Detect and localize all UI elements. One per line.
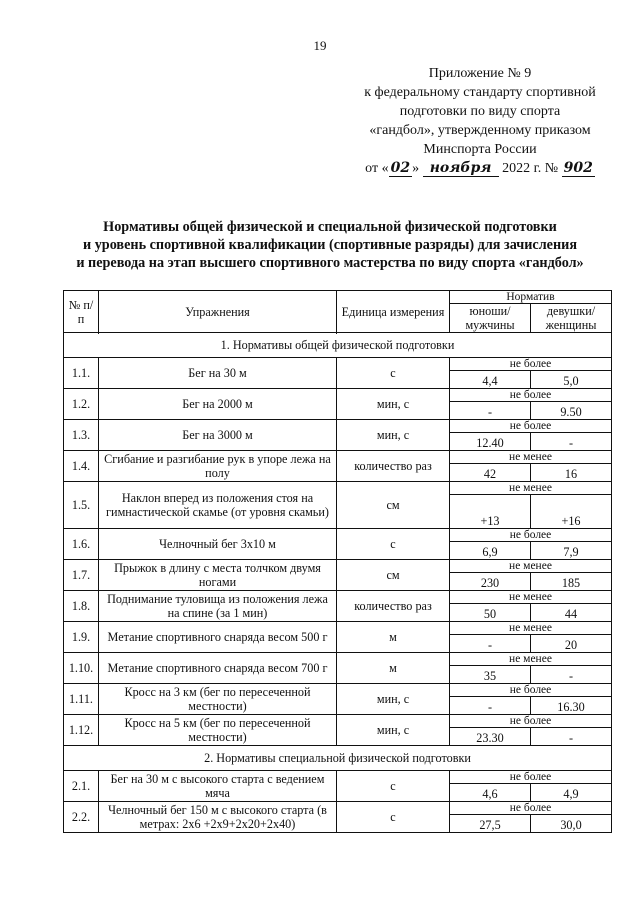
header-num: № п/п [64,291,99,333]
table-row [64,482,612,495]
exercise-name: Метание спортивного снаряда весом 700 г [99,653,337,684]
date-prefix: от « [365,161,389,176]
norm-condition: не менее [450,451,612,464]
value-girls: - [531,433,612,451]
table-body [64,333,612,833]
norm-condition: не более [450,715,612,728]
value-boys: 4,4 [450,371,531,389]
exercise-name: Наклон вперед из положения стоя на гимнастической скамье (от уровня скамьи) [99,482,337,529]
exercise-name: Кросс на 5 км (бег по пересеченной местности) [99,715,337,746]
value-boys: 50 [450,604,531,622]
standards-table [63,290,612,833]
row-number: 2.2. [64,802,99,833]
exercise-name: Кросс на 3 км (бег по пересеченной местности) [99,684,337,715]
exercise-name: Бег на 30 м с высокого старта с ведением мяча [99,771,337,802]
section-title: 2. Нормативы специальной физической подготовки [64,746,612,771]
exercise-name: Бег на 3000 м [99,420,337,451]
row-number: 1.3. [64,420,99,451]
order-number: 902 [563,160,593,176]
unit-cell: мин, с [337,684,450,715]
header-girls: девушки/ женщины [531,304,612,333]
title-line-3: и перевода на этап высшего спортивного мастерства по виду спорта «гандбол» [76,255,584,271]
table-row [64,389,612,402]
exercise-name: Прыжок в длину с места толчком двумя ногами [99,560,337,591]
value-boys: 6,9 [450,542,531,560]
exercise-name: Сгибание и разгибание рук в упоре лежа на полу [99,451,337,482]
order-month: ноября [423,161,499,177]
value-boys: 42 [450,464,531,482]
table-row [64,358,612,371]
table-row [64,802,612,815]
norm-condition: не менее [450,591,612,604]
table-row [64,529,612,542]
table-row [64,715,612,728]
norm-condition: не более [450,529,612,542]
header-exercise: Упражнения [99,291,337,333]
header-boys: юноши/ мужчины [450,304,531,333]
row-number: 1.12. [64,715,99,746]
appendix-line-4: «гандбол», утвержденному приказом [369,123,591,138]
value-girls: - [531,666,612,684]
exercise-name: Метание спортивного снаряда весом 500 г [99,622,337,653]
unit-cell: с [337,802,450,833]
unit-cell: см [337,560,450,591]
norm-condition: не менее [450,653,612,666]
row-number: 1.8. [64,591,99,622]
value-girls: +16 [531,495,612,529]
table-row [64,560,612,573]
unit-cell: количество раз [337,591,450,622]
page-number: 19 [313,38,327,53]
value-boys: - [450,402,531,420]
value-boys: 23.30 [450,728,531,746]
value-boys: - [450,635,531,653]
norm-condition: не менее [450,482,612,495]
unit-cell: мин, с [337,389,450,420]
value-boys: - [450,697,531,715]
value-girls: 5,0 [531,371,612,389]
norm-condition: не более [450,358,612,371]
unit-cell: мин, с [337,420,450,451]
row-number: 1.4. [64,451,99,482]
row-number: 1.2. [64,389,99,420]
section-header [64,746,612,771]
row-number: 1.10. [64,653,99,684]
unit-cell: количество раз [337,451,450,482]
unit-cell: с [337,771,450,802]
table-row [64,420,612,433]
value-girls: 16 [531,464,612,482]
value-boys: 35 [450,666,531,684]
unit-cell: с [337,358,450,389]
value-girls: 7,9 [531,542,612,560]
norm-condition: не более [450,802,612,815]
order-date-line [330,159,630,178]
table-row [64,684,612,697]
value-girls: 16.30 [531,697,612,715]
row-number: 1.5. [64,482,99,529]
table-row [64,451,612,464]
row-number: 1.7. [64,560,99,591]
row-number: 1.11. [64,684,99,715]
norm-condition: не более [450,771,612,784]
value-boys: 4,6 [450,784,531,802]
appendix-line-3: подготовки по виду спорта [399,104,561,119]
unit-cell: с [337,529,450,560]
appendix-line-1: Приложение № 9 [428,66,532,81]
exercise-name: Бег на 30 м [99,358,337,389]
value-boys: 230 [450,573,531,591]
unit-cell: м [337,653,450,684]
document-title [20,218,640,272]
value-girls: 44 [531,604,612,622]
unit-cell: см [337,482,450,529]
value-girls: 30,0 [531,815,612,833]
value-boys: 27,5 [450,815,531,833]
norm-condition: не менее [450,560,612,573]
section-title: 1. Нормативы общей физической подготовки [64,333,612,358]
unit-cell: м [337,622,450,653]
norm-condition: не менее [450,622,612,635]
title-line-2: и уровень спортивной квалификации (спортивные разряды) для зачисления [82,237,577,253]
unit-cell: мин, с [337,715,450,746]
appendix-line-2: к федеральному стандарту спортивной [364,85,596,100]
exercise-name: Челночный бег 3x10 м [99,529,337,560]
value-girls: 185 [531,573,612,591]
norm-condition: не более [450,420,612,433]
title-line-1: Нормативы общей физической и специальной физической подготовки [103,219,557,235]
table-row [64,622,612,635]
norm-condition: не более [450,389,612,402]
section-header [64,333,612,358]
table-row [64,591,612,604]
date-mid: » [412,161,423,176]
value-boys: +13 [450,495,531,529]
row-number: 1.6. [64,529,99,560]
value-girls: 20 [531,635,612,653]
norm-condition: не более [450,684,612,697]
table-row [64,771,612,784]
order-year: 2022 г. № [498,161,562,176]
header-unit: Единица измерения [337,291,450,333]
row-number: 1.9. [64,622,99,653]
table-row [64,653,612,666]
appendix-line-5: Минспорта России [423,142,537,157]
header-norm: Норматив [450,291,612,304]
row-number: 1.1. [64,358,99,389]
order-day: 02 [390,160,411,176]
value-girls: - [531,728,612,746]
exercise-name: Челночный бег 150 м с высокого старта (в метрах: 2x6 +2x9+2x20+2x40) [99,802,337,833]
exercise-name: Бег на 2000 м [99,389,337,420]
value-girls: 4,9 [531,784,612,802]
row-number: 2.1. [64,771,99,802]
value-boys: 12.40 [450,433,531,451]
exercise-name: Поднимание туловища из положения лежа на спине (за 1 мин) [99,591,337,622]
value-girls: 9.50 [531,402,612,420]
appendix-block [330,64,630,178]
